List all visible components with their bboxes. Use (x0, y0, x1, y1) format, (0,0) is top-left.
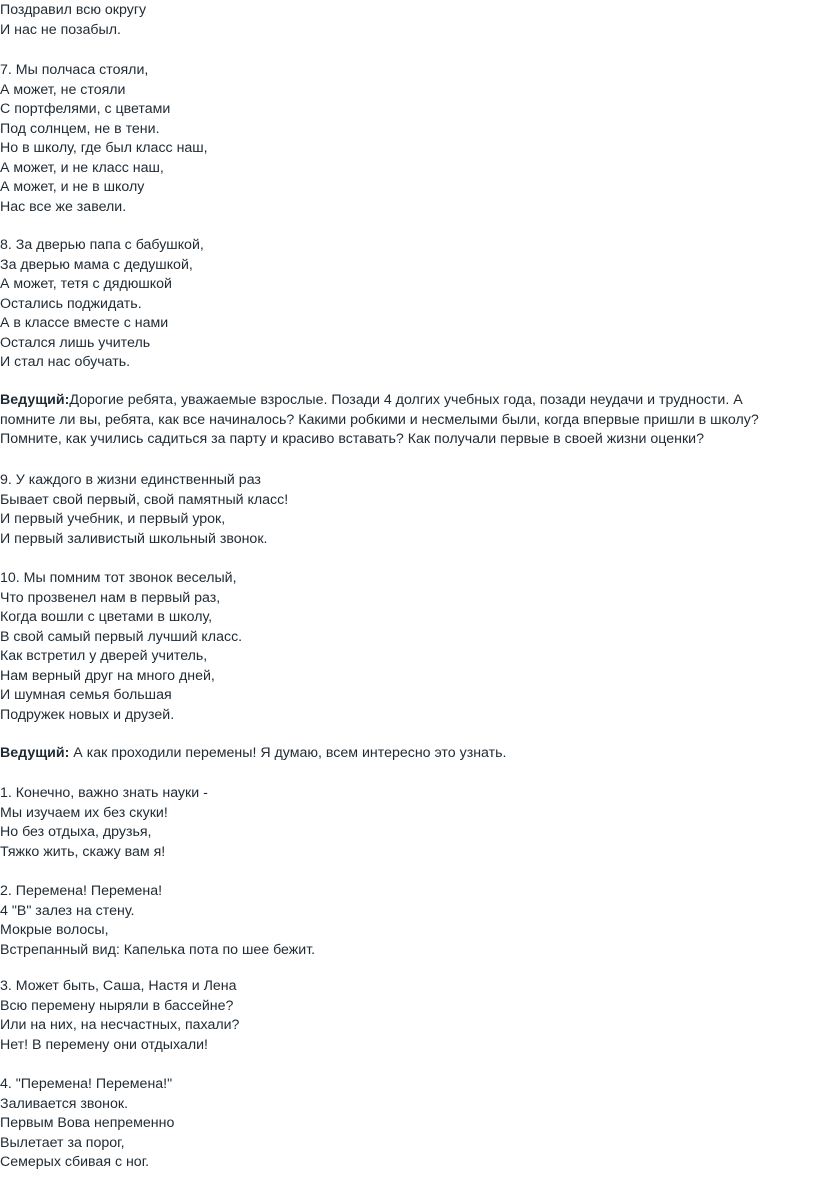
line-text: И первый учебник, и первый урок, (0, 511, 226, 528)
verse-line (0, 139, 208, 158)
verse-line (0, 784, 208, 803)
line-text: И стал нас обучать. (0, 354, 131, 371)
line-text: А может, и не класс наш, (0, 159, 164, 176)
line-text: А может, не стояли (0, 81, 126, 98)
line-text: Всю перемену ныряли в бассейне? (0, 997, 234, 1014)
line-text: помните ли вы, ребята, как все начиналось? Какими робкими и несмелыми были, когда впервые пришли в школу? (0, 411, 759, 428)
verse-line (0, 667, 215, 686)
line-text: А может, и не в школу (0, 179, 145, 196)
verse-line (0, 198, 126, 217)
line-text: И шумная семья большая (0, 687, 172, 704)
verse-line (0, 1075, 172, 1094)
verse-line (0, 334, 150, 353)
verse-line (0, 997, 233, 1016)
verse-line (0, 1134, 125, 1153)
verse-line (0, 1153, 149, 1172)
verse-line (0, 647, 207, 666)
line-text: Подружек новых и друзей. (0, 706, 175, 723)
speech-line (0, 411, 759, 430)
line-text: Под солнцем, не в тени. (0, 120, 160, 137)
verse-line (0, 1114, 174, 1133)
line-text: Тяжко жить, скажу вам я! (0, 843, 166, 860)
line-text: А как проходили перемены! Я думаю, всем интересно это узнать. (69, 745, 507, 761)
verse-line (0, 804, 168, 823)
line-text: А может, тетя с дядюшкой (0, 276, 172, 293)
line-text: Нет! В перемену они отдыхали! (0, 1036, 208, 1053)
speaker-label: Ведущий: (0, 392, 70, 408)
verse-line (0, 569, 237, 588)
verse-line (0, 471, 261, 490)
verse-line (0, 314, 168, 333)
line-text: А в классе вместе с нами (0, 315, 169, 332)
verse-line (0, 275, 172, 294)
line-text: Помните, как учились садиться за парту и красиво вставать? Как получали первые в своей жизни оценки? (0, 431, 704, 448)
verse-line (0, 706, 174, 725)
line-text: Нас все же завели. (0, 198, 127, 215)
line-text: Когда вошли с цветами в школу, (0, 609, 213, 626)
verse-line (0, 120, 160, 139)
line-text: С портфелями, с цветами (0, 101, 171, 118)
verse-line (0, 977, 237, 996)
line-text: Поздравил всю округу (0, 2, 147, 18)
verse-line (0, 628, 242, 647)
speaker-label: Ведущий: (0, 745, 70, 761)
verse-line (0, 882, 162, 901)
verse-line (0, 491, 288, 510)
line-text: И первый заливистый школьный звонок. (0, 530, 268, 547)
verse-line (0, 61, 148, 80)
verse-line (0, 530, 267, 549)
verse-line (0, 21, 121, 40)
line-text: Что прозвенел нам в первый раз, (0, 589, 221, 606)
verse-line (0, 589, 220, 608)
speech-line (0, 391, 743, 410)
line-text: 1. Конечно, важно знать науки - (0, 785, 208, 801)
verse-line (0, 256, 193, 275)
verse-line (0, 1, 146, 20)
line-text: 8. За дверью папа с бабушкой, (0, 237, 204, 253)
speech-line (0, 430, 704, 449)
line-text: 4 "В" залез на стену. (0, 902, 135, 919)
line-text: Или на них, на несчастных, пахали? (0, 1017, 240, 1034)
line-text: 10. Мы помним тот звонок веселый, (0, 570, 237, 586)
line-text: Остался лишь учитель (0, 334, 151, 351)
verse-line (0, 236, 204, 255)
verse-line (0, 941, 315, 960)
verse-line (0, 1036, 208, 1055)
line-text: 4. "Перемена! Перемена!" (0, 1076, 173, 1092)
line-text: Первым Вова непременно (0, 1115, 175, 1132)
line-text: Нам верный друг на много дней, (0, 667, 215, 684)
line-text: За дверью мама с дедушкой, (0, 256, 193, 273)
verse-line (0, 353, 130, 372)
line-text: 7. Мы полчаса стояли, (0, 62, 149, 78)
line-text: В свой самый первый лучший класс. (0, 628, 243, 645)
line-text: Дорогие ребята, уважаемые взрослые. Позади 4 долгих учебных года, позади неудачи и трудности. А (69, 392, 743, 408)
verse-line (0, 902, 134, 921)
line-text: Мы изучаем их без скуки! (0, 804, 168, 821)
verse-line (0, 823, 151, 842)
line-text: Но в школу, где был класс наш, (0, 140, 208, 157)
line-text: 2. Перемена! Перемена! (0, 883, 163, 899)
line-text: Встрепанный вид: Капелька пота по шее бежит. (0, 941, 316, 958)
line-text: Вылетает за порог, (0, 1134, 125, 1151)
line-text: И нас не позабыл. (0, 21, 121, 38)
verse-line (0, 295, 142, 314)
line-text: Заливается звонок. (0, 1095, 129, 1112)
verse-line (0, 1095, 128, 1114)
line-text: Остались поджидать. (0, 295, 142, 312)
verse-line (0, 178, 144, 197)
verse-line (0, 510, 225, 529)
speech-line (0, 744, 506, 763)
verse-line (0, 1016, 239, 1035)
line-text: Мокрые волосы, (0, 922, 109, 939)
line-text: 9. У каждого в жизни единственный раз (0, 472, 261, 488)
line-text: 3. Может быть, Саша, Настя и Лена (0, 978, 237, 994)
verse-line (0, 608, 212, 627)
line-text: Но без отдыха, друзья, (0, 824, 152, 841)
verse-line (0, 686, 172, 705)
verse-line (0, 81, 125, 100)
line-text: Бывает свой первый, свой памятный класс! (0, 491, 289, 508)
verse-line (0, 843, 165, 862)
verse-line (0, 159, 164, 178)
verse-line (0, 100, 170, 119)
verse-line (0, 921, 109, 940)
line-text: Семерых сбивая с ног. (0, 1154, 150, 1171)
line-text: Как встретил у дверей учитель, (0, 648, 208, 665)
